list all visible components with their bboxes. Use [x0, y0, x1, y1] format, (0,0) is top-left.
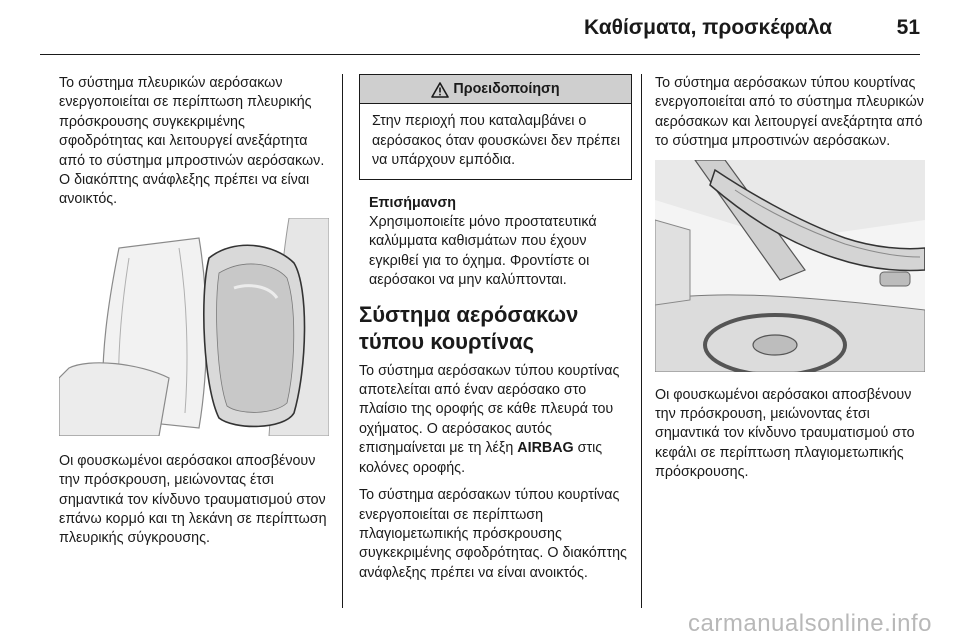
watermark: carmanualsonline.info — [688, 610, 932, 637]
note-text: Χρησιμοποιείτε μόνο προστατευτικά καλύμματα καθισμάτων που έχουν εγκριθεί για το όχημα. Φροντίστε οι αερόσακοι να μην καλύπτονται. — [369, 214, 597, 289]
page-header — [0, 0, 960, 60]
curtain-airbag-paragraph-1 — [359, 362, 632, 478]
column-divider-2 — [641, 74, 642, 608]
header-rule — [40, 54, 920, 55]
column-2 — [359, 74, 632, 591]
section-title: Σύστημα αερόσακων τύπου κουρτίνας — [359, 301, 579, 354]
column-divider-1 — [342, 74, 343, 608]
page-number: 51 — [896, 16, 920, 39]
warning-triangle-icon — [431, 82, 449, 98]
curtain-airbag-text-start: Το σύστημα αερόσακων τύπου κουρτίνας αποτελείται από έναν αερόσακο στο πλαίσιο της οροφής σε κάθε πλευρά του οχήματος. Ο αερόσακος αυτός επισημαίνεται με τη λέξη — [359, 362, 620, 457]
warning-header — [360, 75, 631, 104]
side-airbag-illustration — [59, 218, 329, 436]
warning-title: Προειδοποίηση — [453, 81, 560, 97]
curtain-airbag-text-end: στις κολόνες οροφής. — [359, 440, 603, 476]
side-airbag-caption: Οι φουσκωμένοι αερόσακοι αποσβένουν την πρόσκρουση, μειώνοντας έτσι σημαντικά τον κίνδυνο τραυματισμού στον επάνω κορμό και τη λεκάνη σε περίπτωση πλευρικής σύγκρουσης. — [59, 452, 327, 547]
column-1 — [59, 74, 329, 557]
curtain-airbag-paragraph-3: Το σύστημα αερόσακων τύπου κουρτίνας ενεργοποιείται από το σύστημα πλευρικών αερόσακων και λειτουργεί ανεξάρτητα από το σύστημα μπροστινών αερόσακων. — [655, 75, 924, 150]
column-3 — [655, 74, 925, 491]
curtain-airbag-illustration — [655, 160, 925, 372]
curtain-airbag-paragraph-2: Το σύστημα αερόσακων τύπου κουρτίνας ενεργοποιείται σε περίπτωση πλαγιομετωπικής πρόσκρουσης συγκεκριμένης σφοδρότητας. Ο διακόπτης ανάφλεξης πρέπει να είναι ανοικτός. — [359, 487, 627, 581]
note-block — [369, 194, 632, 291]
curtain-airbag-caption: Οι φουσκωμένοι αερόσακοι αποσβένουν την πρόσκρουση, μειώνοντας έτσι σημαντικά τον κίνδυνο τραυματισμού στο κεφάλι σε περίπτωση πλαγιομετωπικής πρόσκρουσης. — [655, 386, 915, 481]
side-airbag-paragraph: Το σύστημα πλευρικών αερόσακων ενεργοποιείται σε περίπτωση πλευρικής πρόσκρουσης συγκεκριμένης σφοδρότητας και λειτουργεί ανεξάρτητα από το σύστημα μπροστινών αερόσακων. Ο διακόπτης ανάφλεξης πρέπει να είναι ανοικτός. — [59, 75, 325, 208]
page-title: Καθίσματα, προσκέφαλα — [584, 16, 832, 39]
warning-box — [359, 74, 632, 180]
warning-text: Στην περιοχή που καταλαμβάνει ο αερόσακος όταν φουσκώνει δεν πρέπει να υπάρχουν εμπόδια. — [372, 113, 621, 169]
airbag-label: AIRBAG — [517, 440, 574, 457]
note-label: Επισήμανση — [369, 194, 456, 211]
